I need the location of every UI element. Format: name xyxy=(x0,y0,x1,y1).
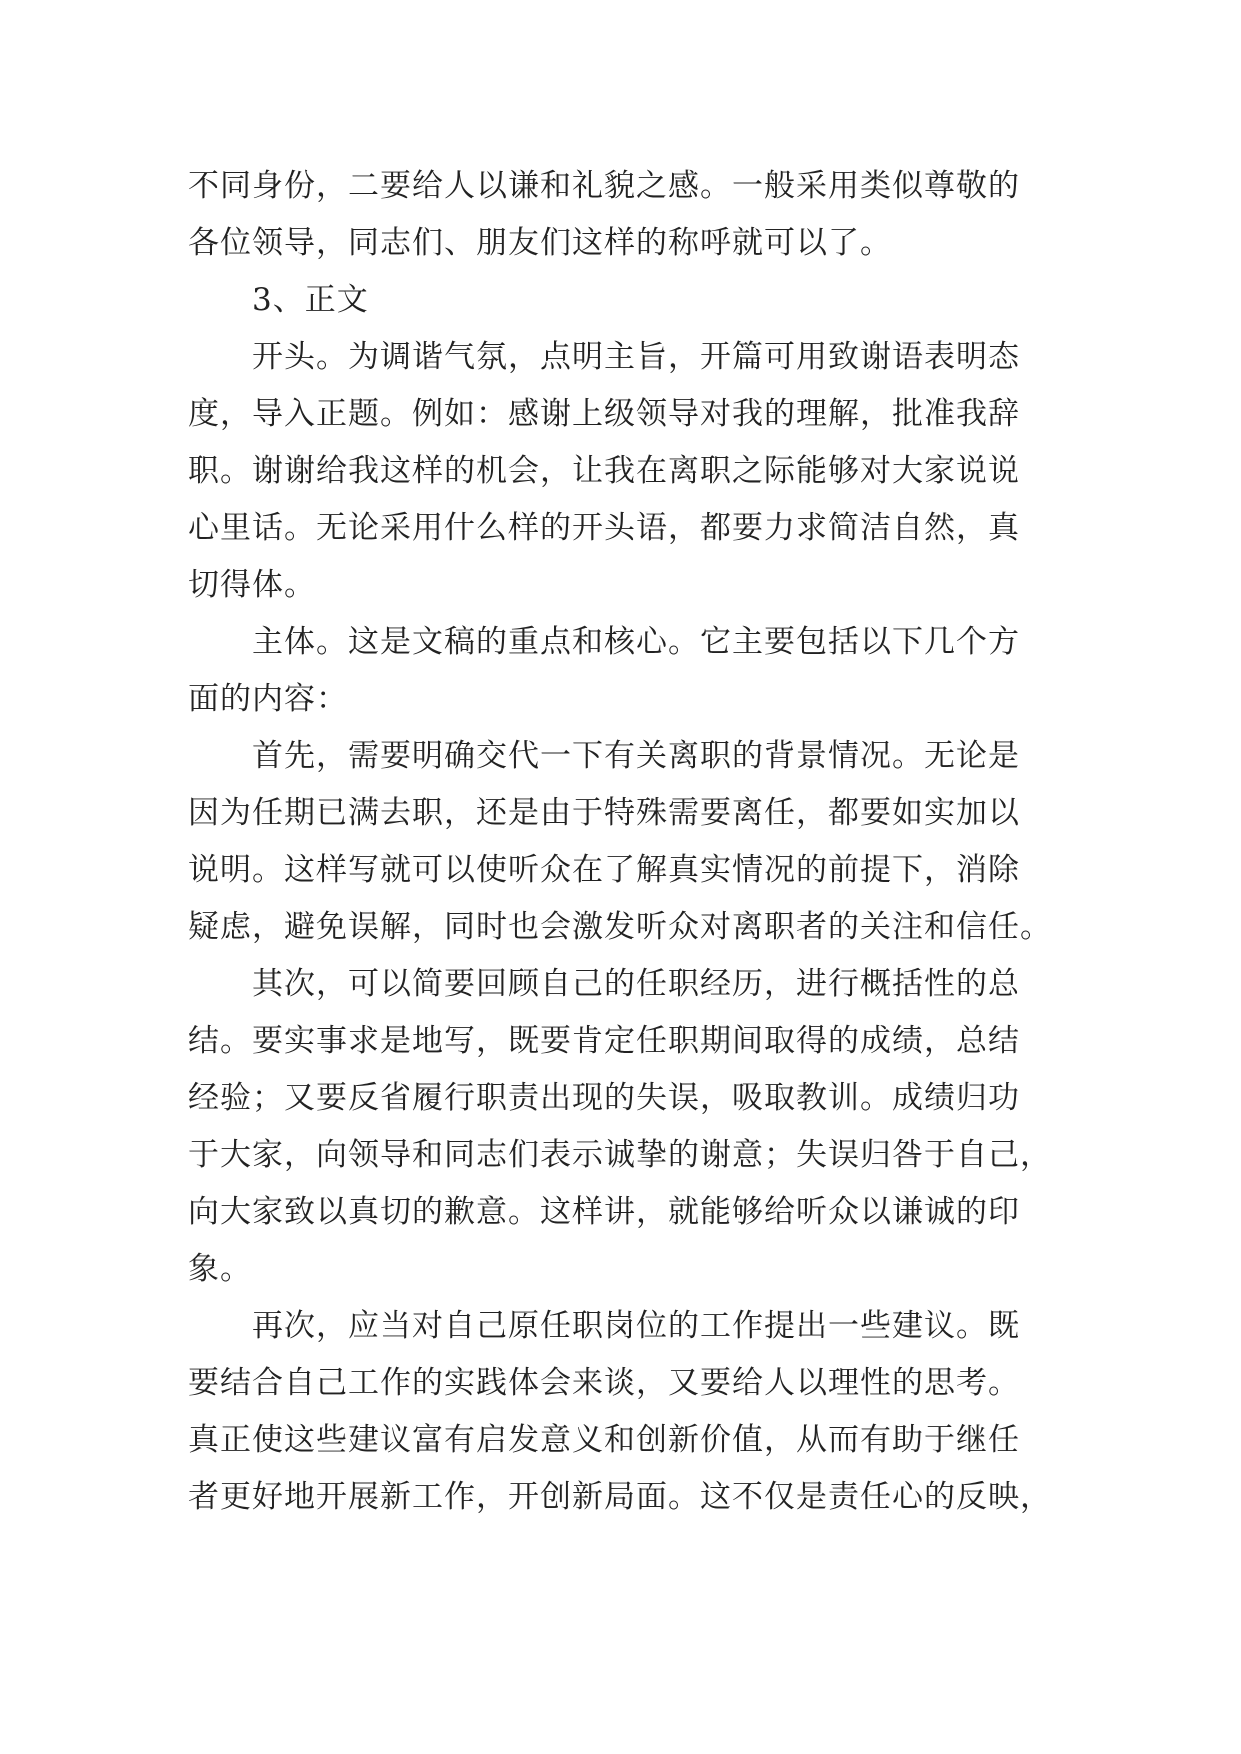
text-line: 象。 xyxy=(188,1251,252,1287)
text-line: 心里话。无论采用什么样的开头语，都要力求简洁自然，真 xyxy=(188,510,1020,546)
text-line: 结。要实事求是地写，既要肯定任职期间取得的成绩，总结 xyxy=(188,1023,1020,1059)
section-heading: 3、正文 xyxy=(252,282,369,318)
text-line: 面的内容： xyxy=(188,681,348,717)
text-line: 职。谢谢给我这样的机会，让我在离职之际能够对大家说说 xyxy=(188,453,1020,489)
text-line: 因为任期已满去职，还是由于特殊需要离任，都要如实加以 xyxy=(188,795,1020,831)
text-line: 疑虑，避免误解，同时也会激发听众对离职者的关注和信任。 xyxy=(188,909,1052,945)
text-line: 主体。这是文稿的重点和核心。它主要包括以下几个方 xyxy=(252,624,1020,660)
text-line: 开头。为调谐气氛，点明主旨，开篇可用致谢语表明态 xyxy=(252,339,1020,375)
text-line: 不同身份，二要给人以谦和礼貌之感。一般采用类似尊敬的 xyxy=(188,168,1020,204)
text-line: 向大家致以真切的歉意。这样讲，就能够给听众以谦诚的印 xyxy=(188,1194,1020,1230)
text-line: 经验；又要反省履行职责出现的失误，吸取教训。成绩归功 xyxy=(188,1080,1020,1116)
text-line: 再次，应当对自己原任职岗位的工作提出一些建议。既 xyxy=(252,1308,1020,1344)
text-line: 真正使这些建议富有启发意义和创新价值，从而有助于继任 xyxy=(188,1422,1020,1458)
document-body xyxy=(188,158,1060,1526)
text-line: 各位领导，同志们、朋友们这样的称呼就可以了。 xyxy=(188,225,892,261)
text-line: 者更好地开展新工作，开创新局面。这不仅是责任心的反映， xyxy=(188,1479,1052,1515)
text-line: 说明。这样写就可以使听众在了解真实情况的前提下，消除 xyxy=(188,852,1020,888)
text-line: 要结合自己工作的实践体会来谈，又要给人以理性的思考。 xyxy=(188,1365,1020,1401)
text-line: 切得体。 xyxy=(188,567,316,603)
text-line: 其次，可以简要回顾自己的任职经历，进行概括性的总 xyxy=(252,966,1020,1002)
text-line: 首先，需要明确交代一下有关离职的背景情况。无论是 xyxy=(252,738,1020,774)
text-line: 于大家，向领导和同志们表示诚挚的谢意；失误归咎于自己， xyxy=(188,1137,1052,1173)
text-line: 度，导入正题。例如：感谢上级领导对我的理解，批准我辞 xyxy=(188,396,1020,432)
